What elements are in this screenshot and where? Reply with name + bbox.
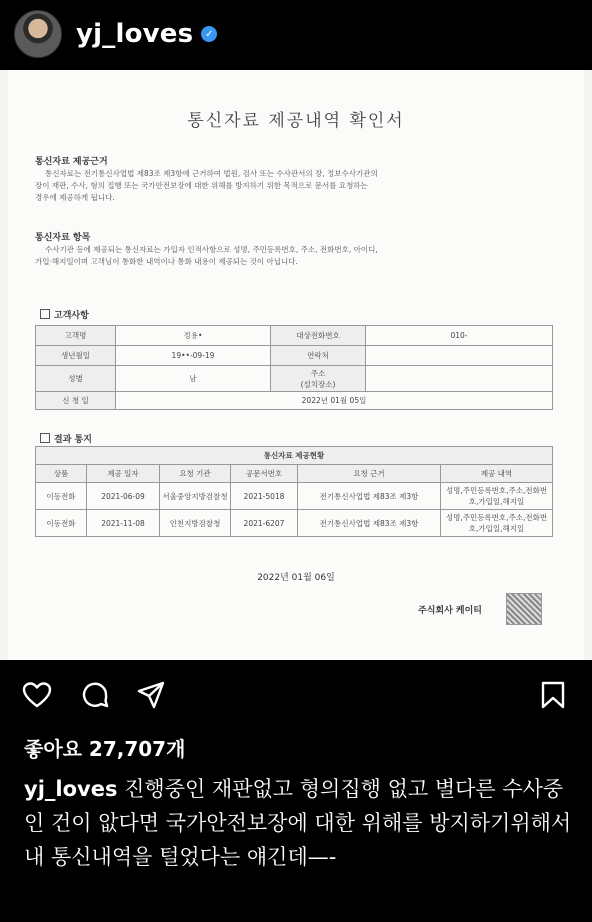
checkbox-icon [40,433,50,443]
table-cell: 남 [116,366,271,392]
basis-line: 경우에 제공하게 됩니다. [35,193,115,202]
checkbox-icon [40,309,50,319]
table-cell [366,346,553,366]
column-header: 제공 내역 [441,465,553,483]
table-cell: 이동전화 [36,483,87,510]
issue-date: 2022년 01월 06일 [257,573,335,583]
document-title: 통신자료 제공내역 확인서 [187,111,405,131]
comment-icon[interactable] [80,680,110,710]
table-row [36,483,553,510]
bookmark-icon[interactable] [538,680,568,710]
result-heading-label: 결과 통지 [54,435,92,445]
result-table [35,446,553,537]
table-cell: 고객명 [36,326,116,346]
basis-line: 통신자료는 전기통신사업법 제83조 제3항에 근거하여 법원, 검사 또는 수사관서의 장, 정보수사기관의 [45,169,378,178]
result-heading [40,432,92,445]
caption-username[interactable]: yj_loves [24,777,118,801]
like-count[interactable]: 좋아요 27,707개 [24,737,186,761]
share-icon[interactable] [136,680,166,710]
table-cell: 이동전화 [36,510,87,537]
table-cell: 전기통신사업법 제83조 제3항 [298,510,441,537]
basis-line: 장이 재판, 수사, 형의 집행 또는 국가안전보장에 대한 위해를 방지하기 위한 목적으로 문서를 요청하는 [35,181,368,190]
table-cell: 2021-5018 [231,483,298,510]
document-page [8,70,584,660]
table-cell: 연락처 [271,346,366,366]
items-line: 수사기관 등에 제공되는 통신자료는 가입자 인적사항으로 성명, 주민등록번호, 주소, 전화번호, 아이디, [45,245,378,254]
table-cell [366,366,553,392]
column-header: 제공 일자 [87,465,160,483]
table-cell: 2022년 01월 05일 [116,392,553,410]
table-cell: 정용• [116,326,271,346]
table-cell [271,366,366,392]
table-cell: 성별 [36,366,116,392]
column-header: 상품 [36,465,87,483]
basis-heading: 통신자료 제공근거 [35,157,108,167]
items-text [35,244,555,268]
column-header: 요청 기관 [160,465,231,483]
table-row [36,510,553,537]
customer-heading-label: 고객사항 [54,311,89,321]
customer-table [35,325,553,410]
table-cell: 2021-11-08 [87,510,160,537]
post-header [0,0,592,68]
items-heading: 통신자료 항목 [35,233,91,243]
table-cell: 대상전화번호 [271,326,366,346]
table-cell: 서울중앙지방검찰청 [160,483,231,510]
address-label: 주소 [310,368,326,378]
company-name: 주식회사 케이티 [418,606,482,616]
table-cell: 19••-09-19 [116,346,271,366]
qr-code-icon [506,593,542,625]
address-sub-label: (설치장소) [300,379,336,389]
heart-icon[interactable] [22,680,52,710]
table-cell: 생년월일 [36,346,116,366]
table-cell: 성명,주민등록번호,주소,전화번호,가입일,해지일 [441,510,553,537]
action-bar [0,672,592,718]
post-image[interactable] [0,70,592,660]
avatar[interactable] [14,10,62,58]
column-header: 공문서번호 [231,465,298,483]
result-table-caption: 통신자료 제공현황 [36,447,553,465]
table-cell: 전기통신사업법 제83조 제3항 [298,483,441,510]
caption-text: 진행중인 재판없고 형의집행 없고 별다른 수사중인 건이 앖다면 국가안전보장에 대한 위해를 방지하기위해서 내 통신내역을 털었다는 얘긴데—- [24,777,572,869]
table-cell: 2021-06-09 [87,483,160,510]
items-line: 가입·해지일이며 고객님이 통화한 내역이나 통화 내용이 제공되는 것이 아닙니다. [35,257,298,266]
verified-badge-icon: ✓ [201,26,217,42]
table-cell: 성명,주민등록번호,주소,전화번호,가입일,해지일 [441,483,553,510]
table-cell: 010- [366,326,553,346]
customer-heading [40,308,89,321]
table-cell: 인천지방검찰청 [160,510,231,537]
table-cell: 2021-6207 [231,510,298,537]
post-caption [24,772,574,874]
column-header: 요청 근거 [298,465,441,483]
username[interactable]: yj_loves [76,19,194,49]
basis-text [35,168,555,204]
table-cell: 신 청 일 [36,392,116,410]
